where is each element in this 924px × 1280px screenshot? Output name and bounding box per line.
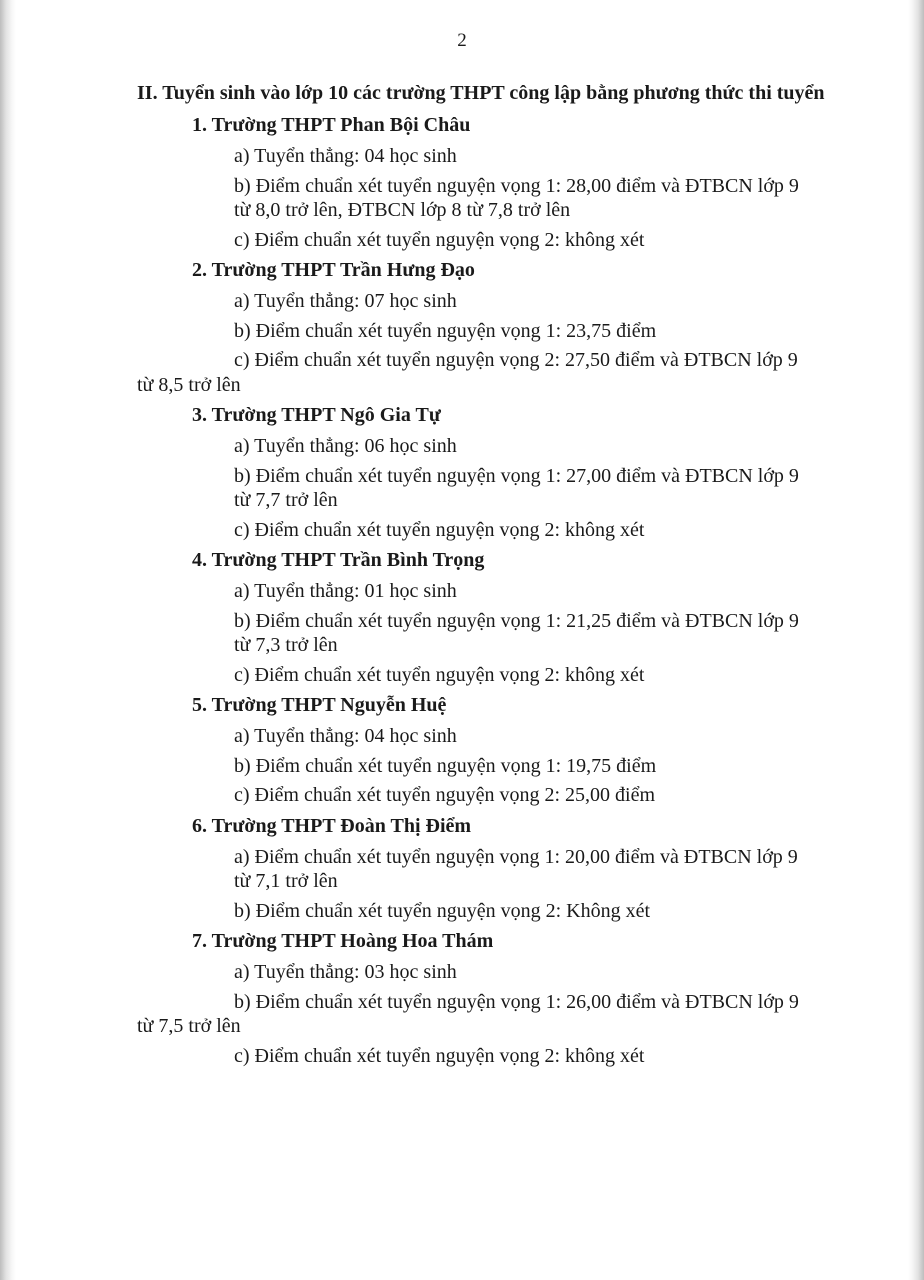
item-text: b) Điểm chuẩn xét tuyển nguyện vọng 1: 26,00 điểm và ĐTBCN lớp 9: [234, 990, 799, 1013]
item-continuation: từ 8,5 trở lên: [137, 373, 241, 396]
school-title: 4. Trường THPT Trần Bình Trọng: [192, 549, 485, 571]
item-text: b) Điểm chuẩn xét tuyển nguyện vọng 1: 27,00 điểm và ĐTBCN lớp 9: [234, 464, 799, 487]
list-item: [234, 783, 859, 808]
item-continuation: từ 7,3 trở lên: [234, 634, 338, 656]
item-text: c) Điểm chuẩn xét tuyển nguyện vọng 2: không xét: [234, 663, 645, 686]
item-text: a) Tuyển thẳng: 03 học sinh: [234, 961, 457, 983]
list-item: [234, 724, 859, 749]
item-continuation: từ 7,5 trở lên: [137, 1015, 241, 1037]
list-item: [234, 754, 859, 779]
school-title: 1. Trường THPT Phan Bội Châu: [192, 114, 471, 136]
list-item: [234, 144, 859, 169]
item-text: a) Tuyển thẳng: 04 học sinh: [234, 145, 457, 167]
list-item: [234, 899, 859, 924]
item-text: c) Điểm chuẩn xét tuyển nguyện vọng 2: không xét: [234, 228, 645, 251]
list-item: [234, 518, 859, 543]
school-title: 3. Trường THPT Ngô Gia Tự: [192, 404, 441, 426]
list-item: [234, 960, 859, 985]
list-item: [137, 348, 859, 397]
item-continuation: từ 8,0 trở lên, ĐTBCN lớp 8 từ 7,8 trở lên: [234, 199, 571, 221]
list-item: [234, 579, 859, 604]
school-title: 2. Trường THPT Trần Hưng Đạo: [192, 259, 475, 281]
list-item: [234, 845, 878, 894]
list-item: [234, 174, 878, 223]
school-block: [137, 402, 859, 542]
item-text: a) Tuyển thẳng: 06 học sinh: [234, 435, 457, 457]
item-text: c) Điểm chuẩn xét tuyển nguyện vọng 2: không xét: [234, 1044, 645, 1067]
item-text: a) Tuyển thẳng: 01 học sinh: [234, 580, 457, 602]
school-block: [137, 928, 859, 1068]
page-edge-right: [908, 0, 924, 1280]
school-block: [137, 112, 859, 252]
list-item: [234, 289, 859, 314]
list-item: [234, 228, 859, 253]
item-continuation: từ 7,1 trở lên: [234, 870, 338, 892]
item-text: b) Điểm chuẩn xét tuyển nguyện vọng 1: 23,75 điểm: [234, 319, 657, 342]
list-item: [234, 663, 859, 688]
school-title: 6. Trường THPT Đoàn Thị Điểm: [192, 814, 472, 837]
school-block: [137, 692, 859, 808]
list-item: [234, 434, 859, 459]
list-item: [234, 609, 878, 658]
item-text: a) Điểm chuẩn xét tuyển nguyện vọng 1: 20,00 điểm và ĐTBCN lớp 9: [234, 845, 798, 868]
school-title: 7. Trường THPT Hoàng Hoa Thám: [192, 930, 494, 952]
item-text: c) Điểm chuẩn xét tuyển nguyện vọng 2: không xét: [234, 518, 645, 541]
document-body: [137, 80, 859, 1073]
item-text: b) Điểm chuẩn xét tuyển nguyện vọng 1: 19,75 điểm: [234, 754, 657, 777]
list-item: [234, 1044, 859, 1069]
school-block: [137, 547, 859, 687]
item-text: c) Điểm chuẩn xét tuyển nguyện vọng 2: 27,50 điểm và ĐTBCN lớp 9: [234, 349, 798, 371]
page-number: 2: [457, 30, 467, 51]
item-text: a) Tuyển thẳng: 04 học sinh: [234, 725, 457, 747]
list-item: [234, 464, 878, 513]
item-text: b) Điểm chuẩn xét tuyển nguyện vọng 2: Không xét: [234, 899, 651, 922]
school-block: [137, 257, 859, 397]
school-title: 5. Trường THPT Nguyễn Huệ: [192, 694, 447, 716]
item-text: c) Điểm chuẩn xét tuyển nguyện vọng 2: 25,00 điểm: [234, 784, 656, 806]
school-block: [137, 813, 859, 924]
list-item: [234, 319, 859, 344]
page-edge-left: [0, 0, 16, 1280]
item-text: b) Điểm chuẩn xét tuyển nguyện vọng 1: 21,25 điểm và ĐTBCN lớp 9: [234, 609, 799, 632]
item-continuation: từ 7,7 trở lên: [234, 489, 338, 511]
item-text: a) Tuyển thẳng: 07 học sinh: [234, 290, 457, 312]
section-title: II. Tuyển sinh vào lớp 10 các trường THPT công lập bằng phương thức thi tuyển: [137, 82, 825, 104]
list-item: [137, 990, 859, 1039]
item-text: b) Điểm chuẩn xét tuyển nguyện vọng 1: 28,00 điểm và ĐTBCN lớp 9: [234, 174, 799, 197]
